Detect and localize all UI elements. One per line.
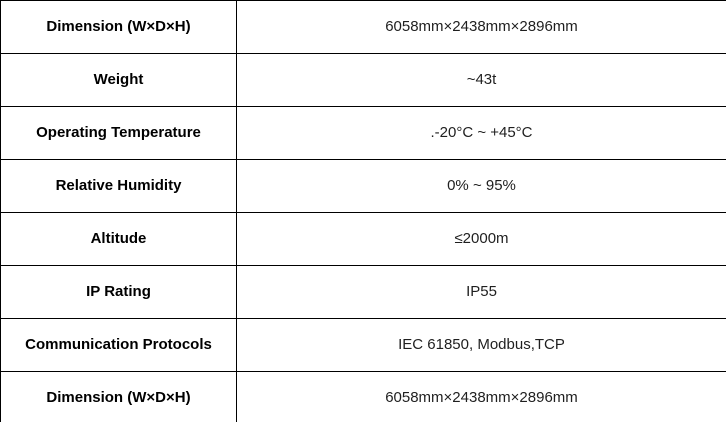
spec-label-cell: Dimension (W×D×H)	[1, 372, 237, 422]
spec-label-cell: Relative Humidity	[1, 160, 237, 213]
spec-value-cell: 6058mm×2438mm×2896mm	[237, 372, 726, 422]
table-row	[1, 160, 726, 213]
spec-value-cell: IP55	[237, 266, 726, 319]
spec-label-cell: Weight	[1, 54, 237, 107]
table-row	[1, 54, 726, 107]
spec-value-cell: .-20°C ~ +45°C	[237, 107, 726, 160]
spec-label-cell: IP Rating	[1, 266, 237, 319]
table-row	[1, 1, 726, 54]
spec-label-cell: Altitude	[1, 213, 237, 266]
spec-label-cell: Operating Temperature	[1, 107, 237, 160]
table-row	[1, 213, 726, 266]
spec-label-cell: Communication Protocols	[1, 319, 237, 372]
spec-label-cell: Dimension (W×D×H)	[1, 1, 237, 54]
table-row	[1, 107, 726, 160]
spec-value-cell: 6058mm×2438mm×2896mm	[237, 1, 726, 54]
spec-value-cell: ≤2000m	[237, 213, 726, 266]
table-row	[1, 372, 726, 422]
spec-value-cell: ~43t	[237, 54, 726, 107]
table-row	[1, 319, 726, 372]
spec-value-cell: 0% ~ 95%	[237, 160, 726, 213]
table-row	[1, 266, 726, 319]
spec-value-cell: IEC 61850, Modbus,TCP	[237, 319, 726, 372]
